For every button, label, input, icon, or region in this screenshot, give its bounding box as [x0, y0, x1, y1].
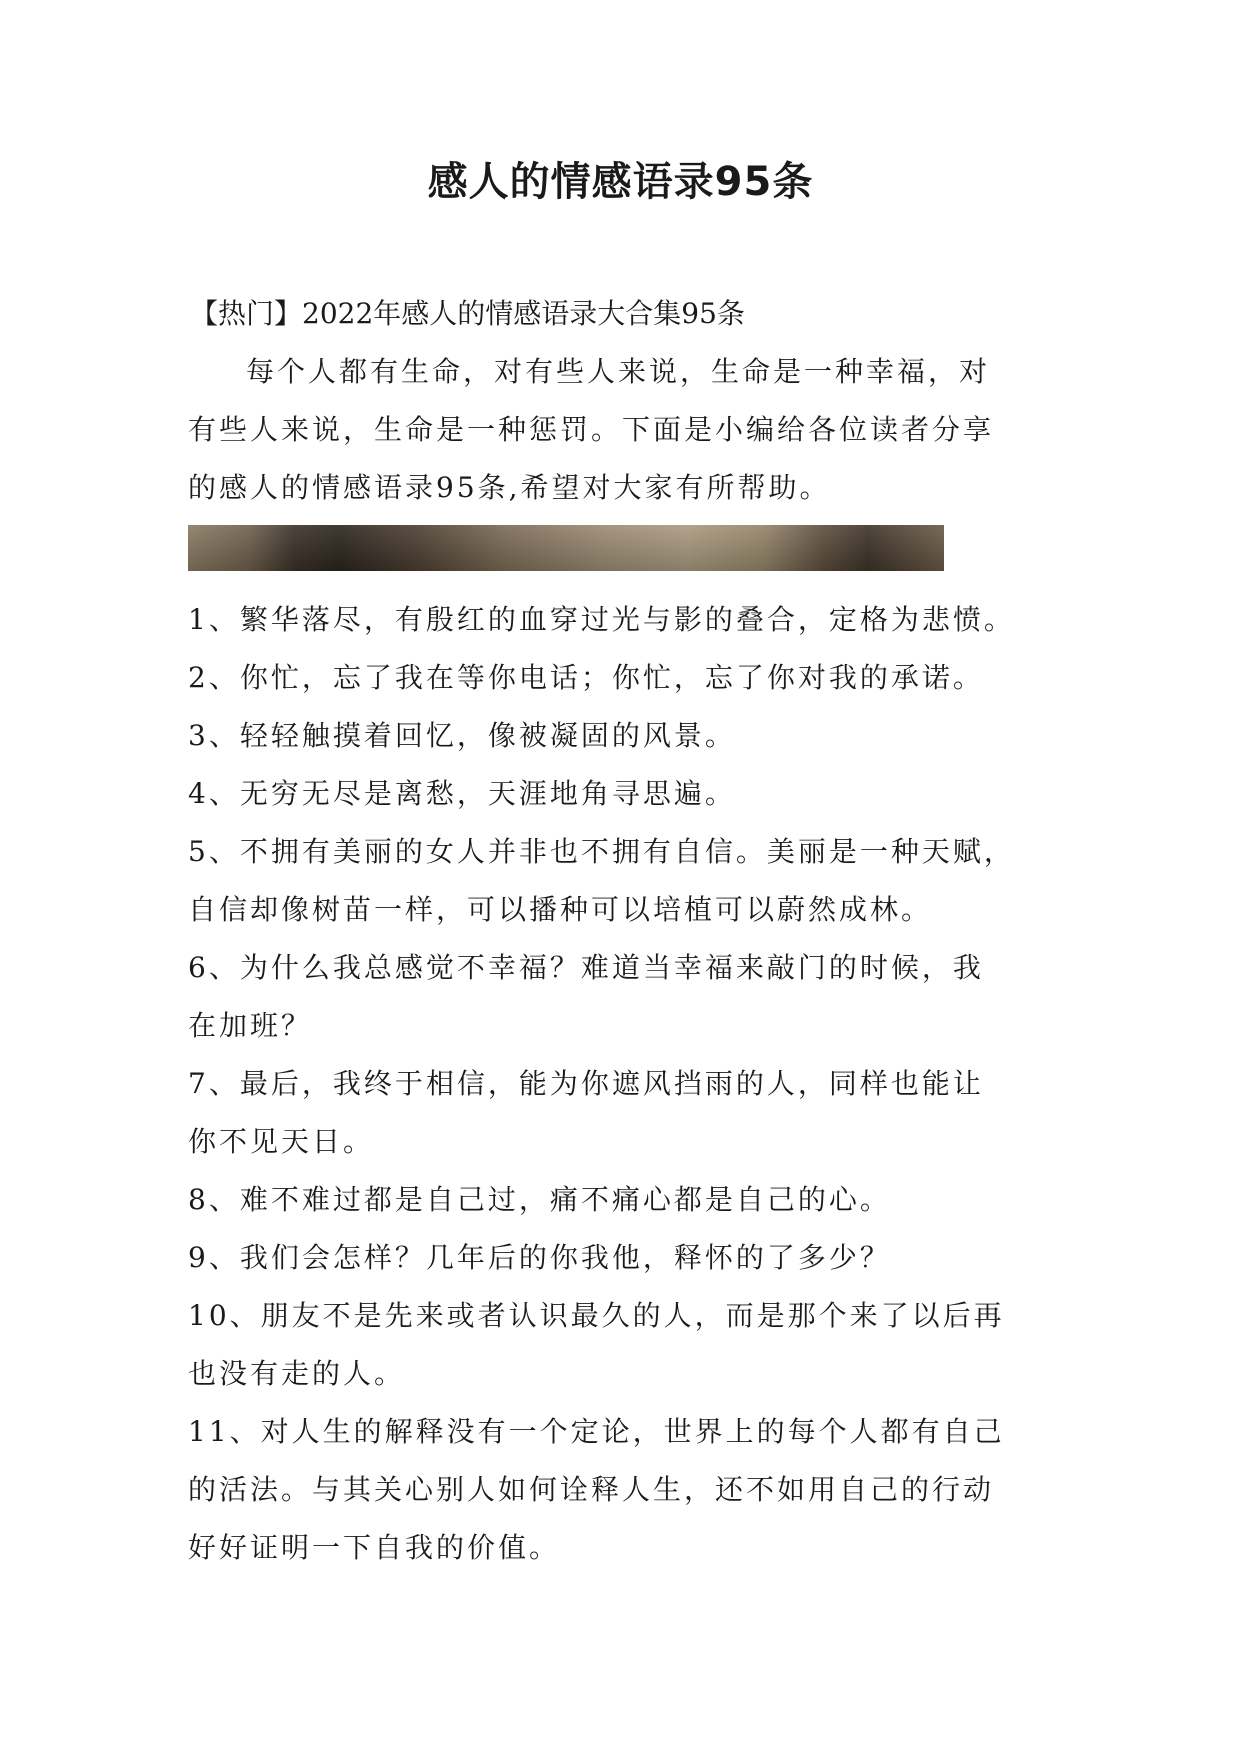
quote-item: [188, 939, 1068, 1055]
quote-line: 5、不拥有美丽的女人并非也不拥有自信。美丽是一种天赋，: [188, 835, 1015, 868]
document-subtitle: 【热门】2022年感人的情感语录大合集95条: [190, 297, 745, 330]
quote-line: 的活法。与其关心别人如何诠释人生，还不如用自己的行动: [188, 1473, 995, 1506]
quote-item: [188, 1287, 1068, 1403]
quote-item: [188, 1055, 1068, 1171]
quote-item: [188, 1229, 1068, 1287]
quote-item: [188, 591, 1068, 649]
quote-line: 在加班？: [188, 1009, 313, 1042]
quote-line: 8、难不难过都是自己过，痛不痛心都是自己的心。: [188, 1183, 891, 1216]
quote-line: 4、无穷无尽是离愁，天涯地角寻思遍。: [188, 777, 736, 810]
intro-line: 有些人来说，生命是一种惩罚。下面是小编给各位读者分享: [188, 413, 995, 446]
quote-line: 你不见天日。: [188, 1125, 375, 1158]
quote-line: 1、繁华落尽，有殷红的血穿过光与影的叠合，定格为悲愤。: [188, 603, 1015, 636]
intro-line: 的感人的情感语录95条,希望对大家有所帮助。: [188, 471, 831, 504]
document-body: [188, 285, 1068, 1577]
cropped-photo: [188, 525, 944, 571]
quote-item: [188, 707, 1068, 765]
quote-line: 也没有走的人。: [188, 1357, 406, 1390]
quote-item: [188, 649, 1068, 707]
intro-line: 每个人都有生命，对有些人来说，生命是一种幸福，对: [246, 355, 991, 388]
quote-line: 10、朋友不是先来或者认识最久的人，而是那个来了以后再: [188, 1299, 1005, 1332]
quote-item: [188, 1171, 1068, 1229]
quote-item: [188, 1403, 1068, 1577]
quote-line: 9、我们会怎样？几年后的你我他，释怀的了多少？: [188, 1241, 891, 1274]
quote-line: 7、最后，我终于相信，能为你遮风挡雨的人，同样也能让: [188, 1067, 984, 1100]
quote-item: [188, 765, 1068, 823]
document-title: 感人的情感语录95条: [427, 159, 814, 205]
quote-line: 自信却像树苗一样，可以播种可以培植可以蔚然成林。: [188, 893, 933, 926]
quote-item: [188, 823, 1068, 939]
quote-line: 3、轻轻触摸着回忆，像被凝固的风景。: [188, 719, 736, 752]
quote-line: 2、你忙，忘了我在等你电话；你忙，忘了你对我的承诺。: [188, 661, 984, 694]
quote-line: 11、对人生的解释没有一个定论，世界上的每个人都有自己: [188, 1415, 1005, 1448]
quote-line: 好好证明一下自我的价值。: [188, 1531, 561, 1564]
quote-line: 6、为什么我总感觉不幸福？难道当幸福来敲门的时候，我: [188, 951, 984, 984]
